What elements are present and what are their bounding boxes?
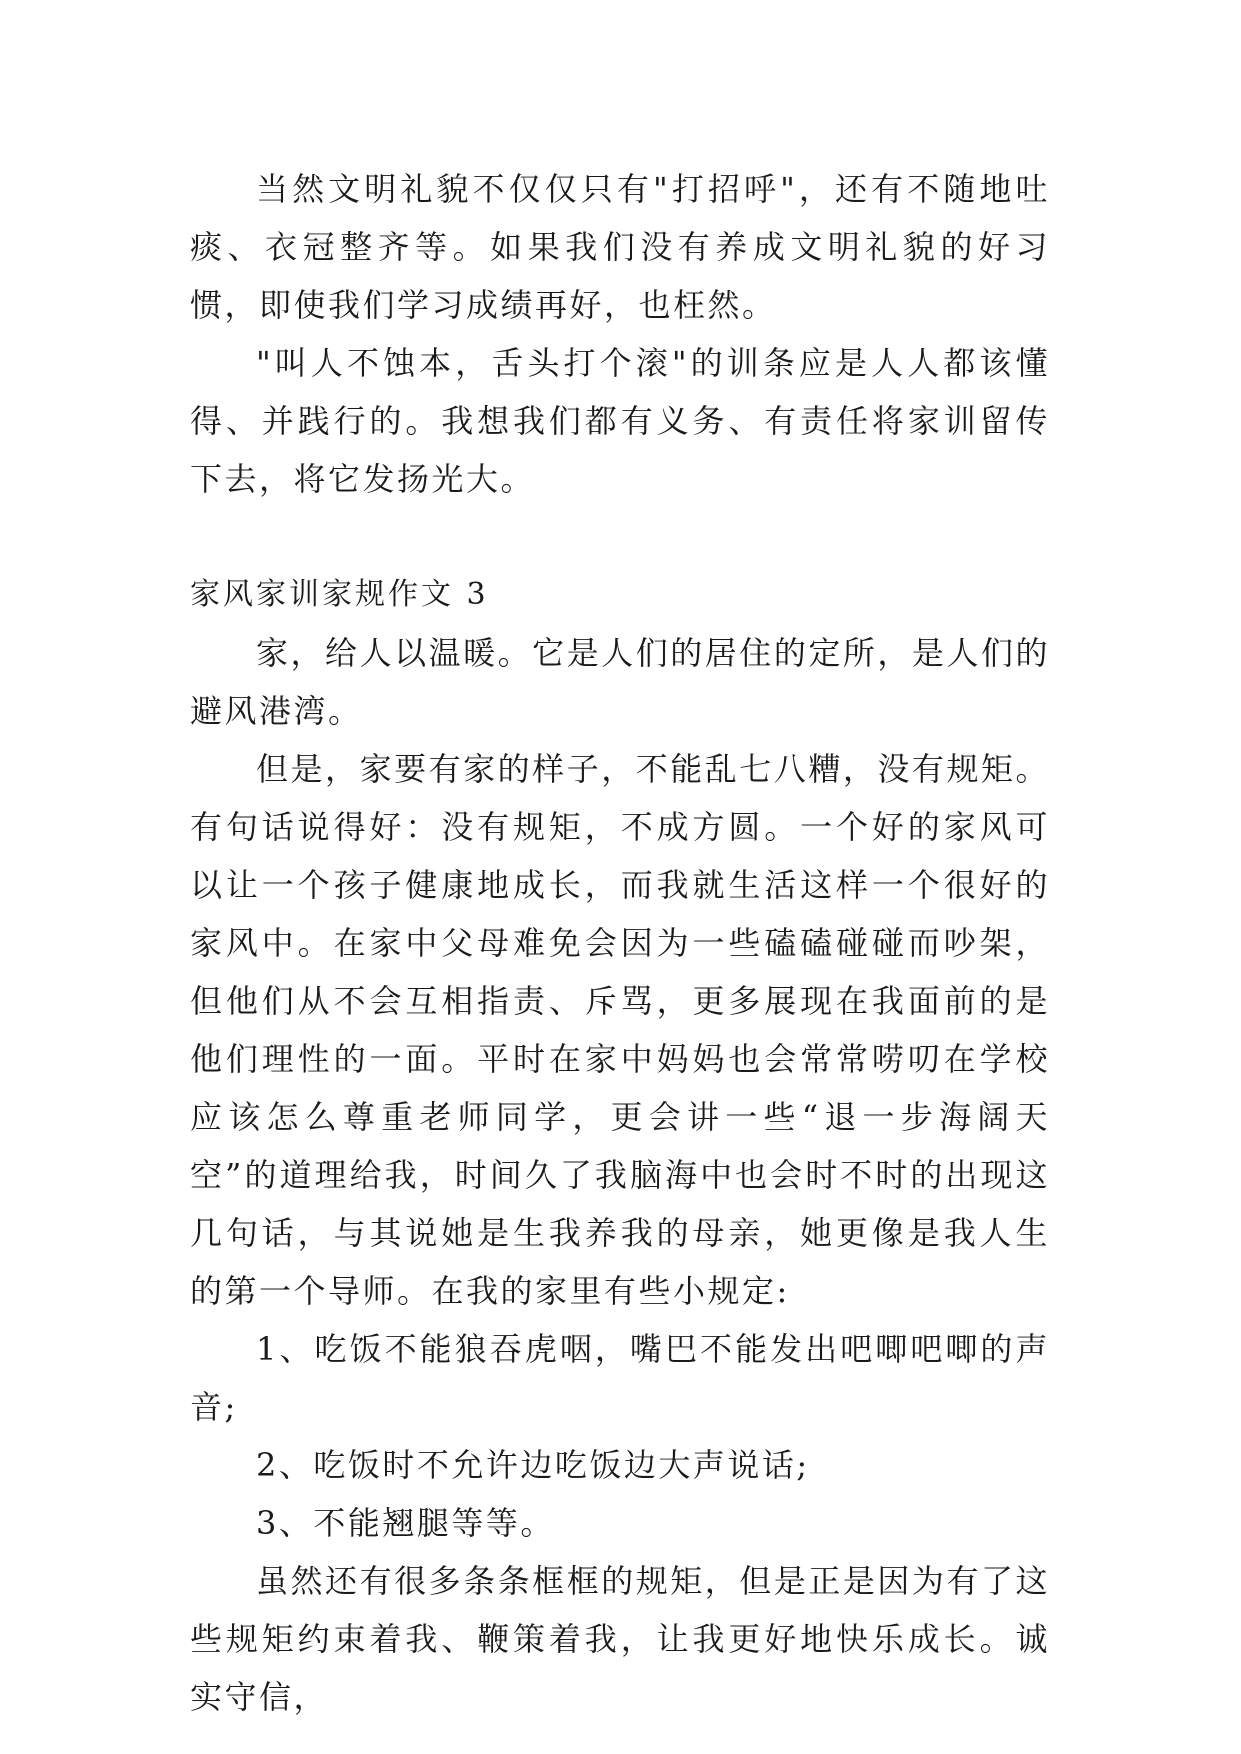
rule-item-3: 3、不能翘腿等等。 [256, 1504, 555, 1542]
paragraph-courtesy: 当然文明礼貌不仅仅只有"打招呼"，还有不随地吐痰、衣冠整齐等。如果我们没有养成文明礼貌的好习惯，即使我们学习成绩再好，也枉然。 [190, 170, 1050, 324]
rule-item-2: 2、吃饭时不允许边吃饭边大声说话; [256, 1446, 810, 1484]
rule-item-1: 1、吃饭不能狼吞虎咽，嘴巴不能发出吧唧吧唧的声音; [190, 1330, 1050, 1426]
paragraph-home-warmth: 家，给人以温暖。它是人们的居住的定所，是人们的避风港湾。 [190, 634, 1050, 730]
paragraph-conclusion: 虽然还有很多条条框框的规矩，但是正是因为有了这些规矩约束着我、鞭策着我，让我更好地快乐成长。诚实守信， [190, 1562, 1050, 1716]
section-heading: 家风家训家规作文 3 [190, 577, 489, 612]
document-body [190, 160, 1050, 1726]
section-spacer [190, 508, 1050, 566]
paragraph-family-motto: "叫人不蚀本，舌头打个滚"的训条应是人人都该懂得、并践行的。我想我们都有义务、有责任将家训留传下去，将它发扬光大。 [190, 344, 1050, 498]
paragraph-family-rules: 但是，家要有家的样子，不能乱七八糟，没有规矩。有句话说得好：没有规矩，不成方圆。一个好的家风可以让一个孩子健康地成长，而我就生活这样一个很好的家风中。在家中父母难免会因为一些磕磕碰碰而吵架，但他们从不会互相指责、斥骂，更多展现在我面前的是他们理性的一面。平时在家中妈妈也会常常唠叨在学校应该怎么尊重老师同学，更会讲一些“退一步海阔天空”的道理给我，时间久了我脑海中也会时不时的出现这几句话，与其说她是生我养我的母亲，她更像是我人生的第一个导师。在我的家里有些小规定: [190, 750, 1050, 1310]
